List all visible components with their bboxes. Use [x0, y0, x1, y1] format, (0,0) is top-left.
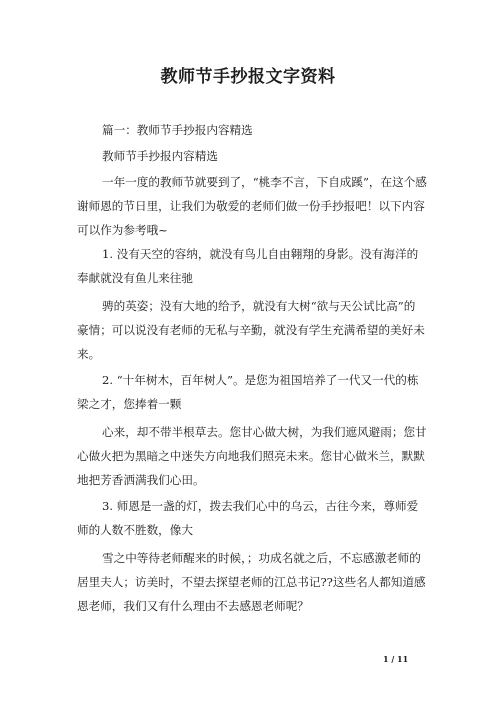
paragraph-line: 篇一：教师节手抄报内容精选	[102, 123, 253, 137]
paragraph-line: 师的人数不胜数，像大	[77, 523, 193, 537]
paragraph-line: 来。	[77, 347, 101, 361]
paragraph-line: 谢师恩的节日里，让我们为敬爱的老师们做一份手抄报吧！以下内容	[77, 199, 425, 213]
paragraph-line: 教师节手抄报内容精选	[102, 149, 218, 163]
paragraph-line: 豪情；可以说没有老师的无私与辛勤，就没有学生充满希望的美好未	[77, 323, 425, 337]
paragraph-line: 恩老师，我们又有什么理由不去感恩老师呢？	[77, 599, 309, 613]
paragraph-line: 心来，却不带半根草去。您甘心做大树，为我们遮风避雨；您甘	[102, 425, 427, 439]
paragraph-line: 雪之中等待老师醒来的时候，；功成名就之后，不忘感激老师的	[102, 551, 421, 565]
paragraph-line: 一年一度的教师节就要到了，“桃李不言，下自成蹊”，在这个感	[102, 175, 427, 189]
paragraph-line: 2. “十年树木，百年树人”。是您为祖国培养了一代又一代的栋	[102, 373, 419, 387]
paragraph-line: 地把芳香洒满我们心田。	[77, 473, 205, 487]
paragraph-line: 心做火把为黑暗之中迷失方向地我们照亮未来。您甘心做米兰，默默	[77, 449, 425, 463]
paragraph-line: 居里夫人；访美时，不望去探望老师的江总书记??这些名人都知道感	[77, 575, 426, 589]
paragraph-line: 3. 师恩是一盏的灯，拨去我们心中的乌云，古往今来，尊师爱	[102, 499, 419, 513]
paragraph-line: 梁之才，您捧着一颗	[77, 397, 182, 411]
paragraph-line: 奉献就没有鱼儿来往驰	[77, 271, 193, 285]
document-title: 教师节手抄报文字资料	[160, 67, 336, 87]
page-number: 1 / 11	[383, 654, 409, 664]
paragraph-line: 骋的英姿；没有大地的给予，就没有大树“欲与天公试比高”的	[102, 299, 416, 313]
paragraph-line: 1. 没有天空的容纳，就没有鸟儿自由翱翔的身影。没有海洋的	[102, 247, 419, 261]
paragraph-line: 可以作为参考哦~	[77, 223, 168, 237]
